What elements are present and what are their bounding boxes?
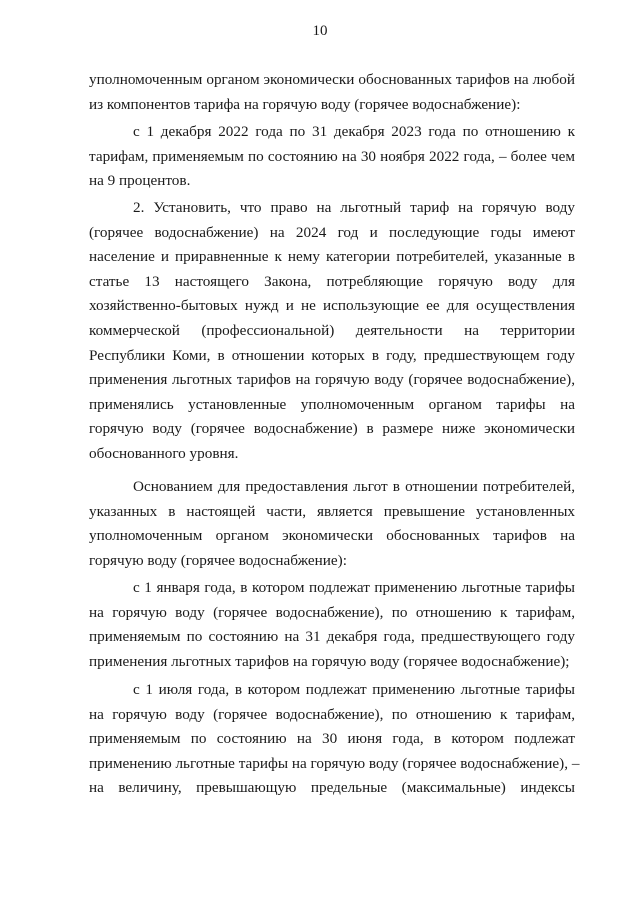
text-line: на горячую воду (горячее водоснабжение), по отношению к тарифам,	[89, 705, 575, 723]
text-line: на горячую воду (горячее водоснабжение), по отношению к тарифам,	[89, 603, 575, 621]
paragraph	[89, 196, 575, 467]
paragraph	[89, 120, 575, 194]
text-line: указанных в настоящей части, является превышение установленных	[89, 502, 575, 520]
text-line: с 1 июля года, в котором подлежат применению льготные тарифы	[133, 681, 575, 698]
text-line: Основанием для предоставления льгот в отношении потребителей,	[133, 478, 575, 495]
text-line: на 9 процентов.	[89, 172, 191, 190]
paragraph	[89, 68, 575, 117]
text-line: хозяйственно-бытовых нужд и не использующие ее для осуществления	[89, 297, 575, 315]
text-line: из компонентов тарифа на горячую воду (горячее водоснабжение):	[89, 95, 521, 113]
page-number: 10	[312, 23, 328, 39]
text-line: Республики Коми, в отношении которых в году, предшествующем году	[89, 346, 575, 364]
paragraph	[89, 576, 575, 674]
paragraph	[89, 678, 580, 801]
text-line: коммерческой (профессиональной) деятельности на территории	[89, 321, 575, 339]
text-line: население и приравненные к нему категории потребителей, указанные в	[89, 248, 575, 266]
text-line: применялись установленные уполномоченным органом тарифы на	[89, 395, 575, 413]
text-line: 2. Установить, что право на льготный тариф на горячую воду	[133, 199, 575, 216]
text-line: горячую воду (горячее водоснабжение) в размере ниже экономически	[89, 420, 575, 438]
text-line: горячую воду (горячее водоснабжение):	[89, 551, 347, 569]
text-line: уполномоченным органом экономически обоснованных тарифов на любой	[89, 71, 575, 88]
text-line: с 1 января года, в котором подлежат применению льготные тарифы	[133, 579, 575, 596]
text-line: обоснованного уровня.	[89, 444, 239, 462]
text-line: применения льготных тарифов на горячую воду (горячее водоснабжение),	[89, 371, 575, 389]
text-line: применяемым по состоянию на 31 декабря года, предшествующего году	[89, 628, 575, 646]
text-line: статье 13 настоящего Закона, потребляющие горячую воду для	[89, 272, 575, 290]
text-line: уполномоченным органом экономически обоснованных тарифов на	[89, 527, 575, 545]
text-line: с 1 декабря 2022 года по 31 декабря 2023 года по отношению к	[133, 123, 575, 140]
text-line: применению льготные тарифы на горячую воду (горячее водоснабжение), –	[89, 754, 580, 772]
text-line: применения льготных тарифов на горячую воду (горячее водоснабжение);	[89, 652, 570, 670]
text-line: (горячее водоснабжение) на 2024 год и последующие годы имеют	[89, 223, 575, 241]
paragraph	[89, 475, 575, 573]
text-line: применяемым по состоянию на 30 июня года, в котором подлежат	[89, 730, 575, 748]
text-line: тарифам, применяемым по состоянию на 30 ноября 2022 года, – более чем	[89, 147, 575, 165]
text-line: на величину, превышающую предельные (максимальные) индексы	[89, 779, 575, 797]
